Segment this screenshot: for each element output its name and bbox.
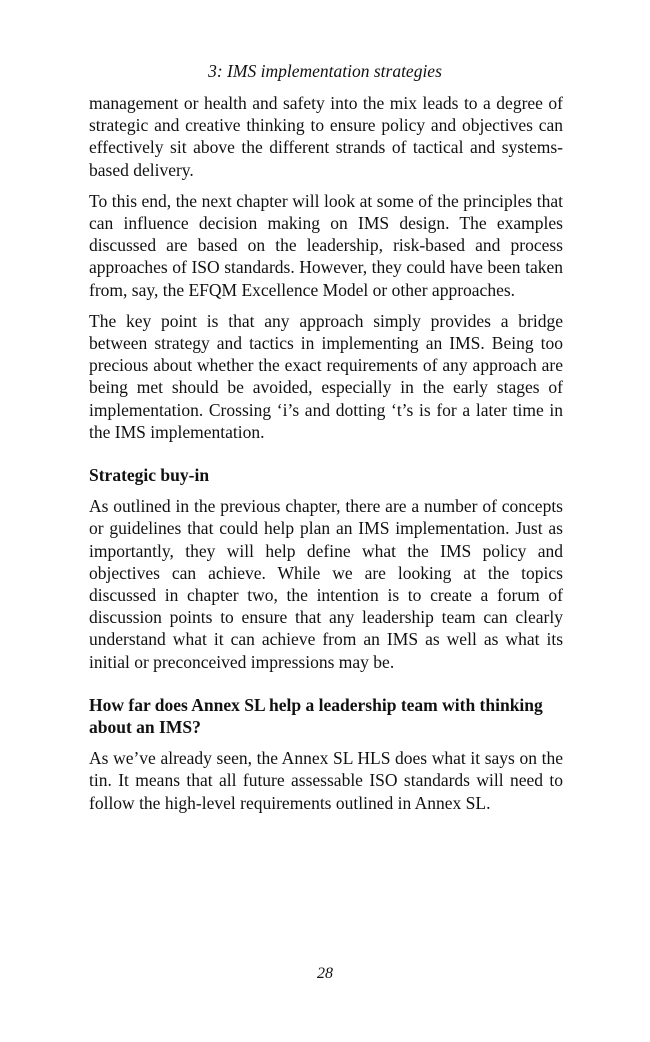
paragraph-1: management or health and safety into the mix leads to a degree of strategic and creative thinking to ensure policy and objectives can effectively sit above the different strands of tactical and systems-based delivery.	[89, 93, 563, 180]
page-number: 28	[317, 965, 333, 982]
body-text	[89, 92, 563, 823]
paragraph-4: As outlined in the previous chapter, there are a number of concepts or guidelines that could help plan an IMS implementation. Just as importantly, they will help define what the IMS policy and objectives can achieve. While we are looking at the topics discussed in chapter two, the intention is to create a forum of discussion points to ensure that any leadership team can clearly understand what it can achieve from an IMS as well as what its initial or preconceived impressions may be.	[89, 496, 563, 672]
paragraph-3: The key point is that any approach simply provides a bridge between strategy and tactics in implementing an IMS. Being too precious about whether the exact requirements of any approach are being met should be avoided, especially in the early stages of implementation. Crossing ‘i’s and dotting ‘t’s is for a later time in the IMS implementation.	[89, 310, 563, 442]
paragraph-5: As we’ve already seen, the Annex SL HLS does what it says on the tin. It means that all future assessable ISO standards will need to follow the high-level requirements outlined in Annex SL.	[89, 748, 563, 813]
section-heading-annex-sl: How far does Annex SL help a leadership team with thinking about an IMS?	[89, 694, 543, 738]
paragraph-2: To this end, the next chapter will look at some of the principles that can influence decision making on IMS design. The examples discussed are based on the leadership, risk-based and process approaches of ISO standards. However, they could have been taken from, say, the EFQM Excellence Model or other approaches.	[89, 190, 563, 300]
section-heading-strategic-buy-in: Strategic buy-in	[89, 465, 210, 486]
running-header: 3: IMS implementation strategies	[208, 61, 442, 81]
